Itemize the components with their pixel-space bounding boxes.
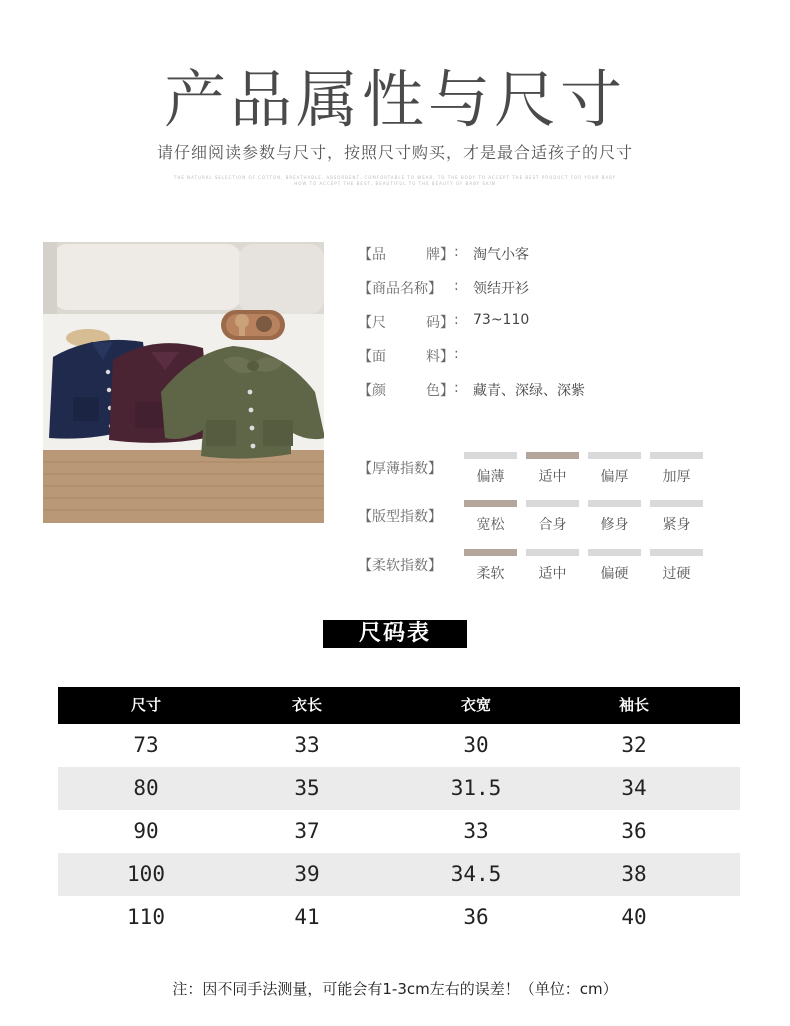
page-subtitle: 请仔细阅读参数与尺寸，按照尺寸购买，才是最合适孩子的尺寸 xyxy=(156,143,633,162)
table-cell: 90 xyxy=(133,819,159,843)
table-cell: 30 xyxy=(463,733,489,757)
table-row xyxy=(58,810,740,853)
index-option: 过硬 xyxy=(662,566,691,582)
fine-print-line-1: THE NATURAL SELECTION OF COTTON, BREATHABLE, ABSORBENT, COMFORTABLE TO WEAR, TO THE BODY TO ACCEPT THE BEST PRODUCT FOR YOUR BABY xyxy=(173,175,617,180)
table-cell: 41 xyxy=(294,905,320,929)
measurement-note: 注：因不同手法测量，可能会有1-3cm左右的误差！（单位：cm） xyxy=(172,980,618,998)
index-segment xyxy=(464,549,517,556)
attribute-value: 淘气小客 xyxy=(473,247,529,263)
page-title: 产品属性与尺寸 xyxy=(163,63,626,136)
table-row xyxy=(58,767,740,810)
attribute-value: 藏青、深绿、深紫 xyxy=(473,383,585,399)
index-option: 修身 xyxy=(600,517,629,533)
index-option: 宽松 xyxy=(476,517,505,533)
table-cell: 36 xyxy=(621,819,647,843)
index-segment xyxy=(650,549,703,556)
table-cell: 37 xyxy=(294,819,320,843)
fine-print-line-2: HOW TO ACCEPT THE BEST, BEAUTIFUL TO THE BEAUTY OF BABY SKIN xyxy=(294,181,496,186)
index-segment xyxy=(588,500,641,507)
index-option: 加厚 xyxy=(662,469,691,485)
table-cell: 35 xyxy=(294,776,320,800)
index-label: 【柔软指数】 xyxy=(358,558,442,574)
table-cell: 36 xyxy=(463,905,489,929)
index-segment xyxy=(526,549,579,556)
index-option: 偏厚 xyxy=(600,469,629,485)
table-row xyxy=(58,853,740,896)
index-segment xyxy=(526,500,579,507)
size-chart-heading: 尺码表 xyxy=(323,620,467,648)
table-cell: 80 xyxy=(133,776,159,800)
column-header-length: 衣长 xyxy=(291,696,322,714)
product-photo xyxy=(43,242,324,523)
table-cell: 40 xyxy=(621,905,647,929)
attribute-key: 【 品 牌 】 xyxy=(358,247,454,263)
table-cell: 33 xyxy=(463,819,489,843)
index-option: 柔软 xyxy=(476,566,505,582)
cardigans-illustration xyxy=(43,242,324,523)
index-segment xyxy=(526,452,579,459)
table-cell: 100 xyxy=(127,862,165,886)
index-scale xyxy=(464,452,704,492)
table-row xyxy=(58,896,740,939)
index-segment xyxy=(588,549,641,556)
index-segment xyxy=(650,500,703,507)
attribute-value: 领结开衫 xyxy=(473,281,529,297)
table-cell: 73 xyxy=(133,733,159,757)
table-row xyxy=(58,724,740,767)
column-header-width: 衣宽 xyxy=(460,696,491,714)
index-option: 偏硬 xyxy=(600,566,629,582)
table-cell: 32 xyxy=(621,733,647,757)
table-cell: 31.5 xyxy=(450,776,502,800)
attribute-key: 【 商品名称 】 xyxy=(358,281,442,297)
index-scale xyxy=(464,549,704,589)
index-segment xyxy=(464,500,517,507)
index-option: 适中 xyxy=(538,566,567,582)
table-header xyxy=(58,687,740,724)
table-cell: 34 xyxy=(621,776,647,800)
index-label: 【厚薄指数】 xyxy=(358,461,442,477)
column-header-sleeve: 袖长 xyxy=(618,696,649,714)
index-label: 【版型指数】 xyxy=(358,509,442,525)
index-option: 合身 xyxy=(538,517,567,533)
table-cell: 38 xyxy=(621,862,647,886)
index-segment xyxy=(464,452,517,459)
index-segment xyxy=(650,452,703,459)
attribute-key: 【 颜 色 】 xyxy=(358,383,454,399)
attribute-key: 【 面 料 】 xyxy=(358,349,454,365)
table-cell: 39 xyxy=(294,862,320,886)
index-option: 适中 xyxy=(538,469,567,485)
column-header-size: 尺寸 xyxy=(130,696,161,714)
index-scale xyxy=(464,500,704,540)
index-segment xyxy=(588,452,641,459)
table-cell: 33 xyxy=(294,733,320,757)
attribute-value: 73~110 xyxy=(473,312,530,328)
table-cell: 34.5 xyxy=(450,862,502,886)
index-option: 紧身 xyxy=(662,517,691,533)
attribute-key: 【 尺 码 】 xyxy=(358,315,454,331)
index-option: 偏薄 xyxy=(476,469,505,485)
table-cell: 110 xyxy=(127,905,165,929)
